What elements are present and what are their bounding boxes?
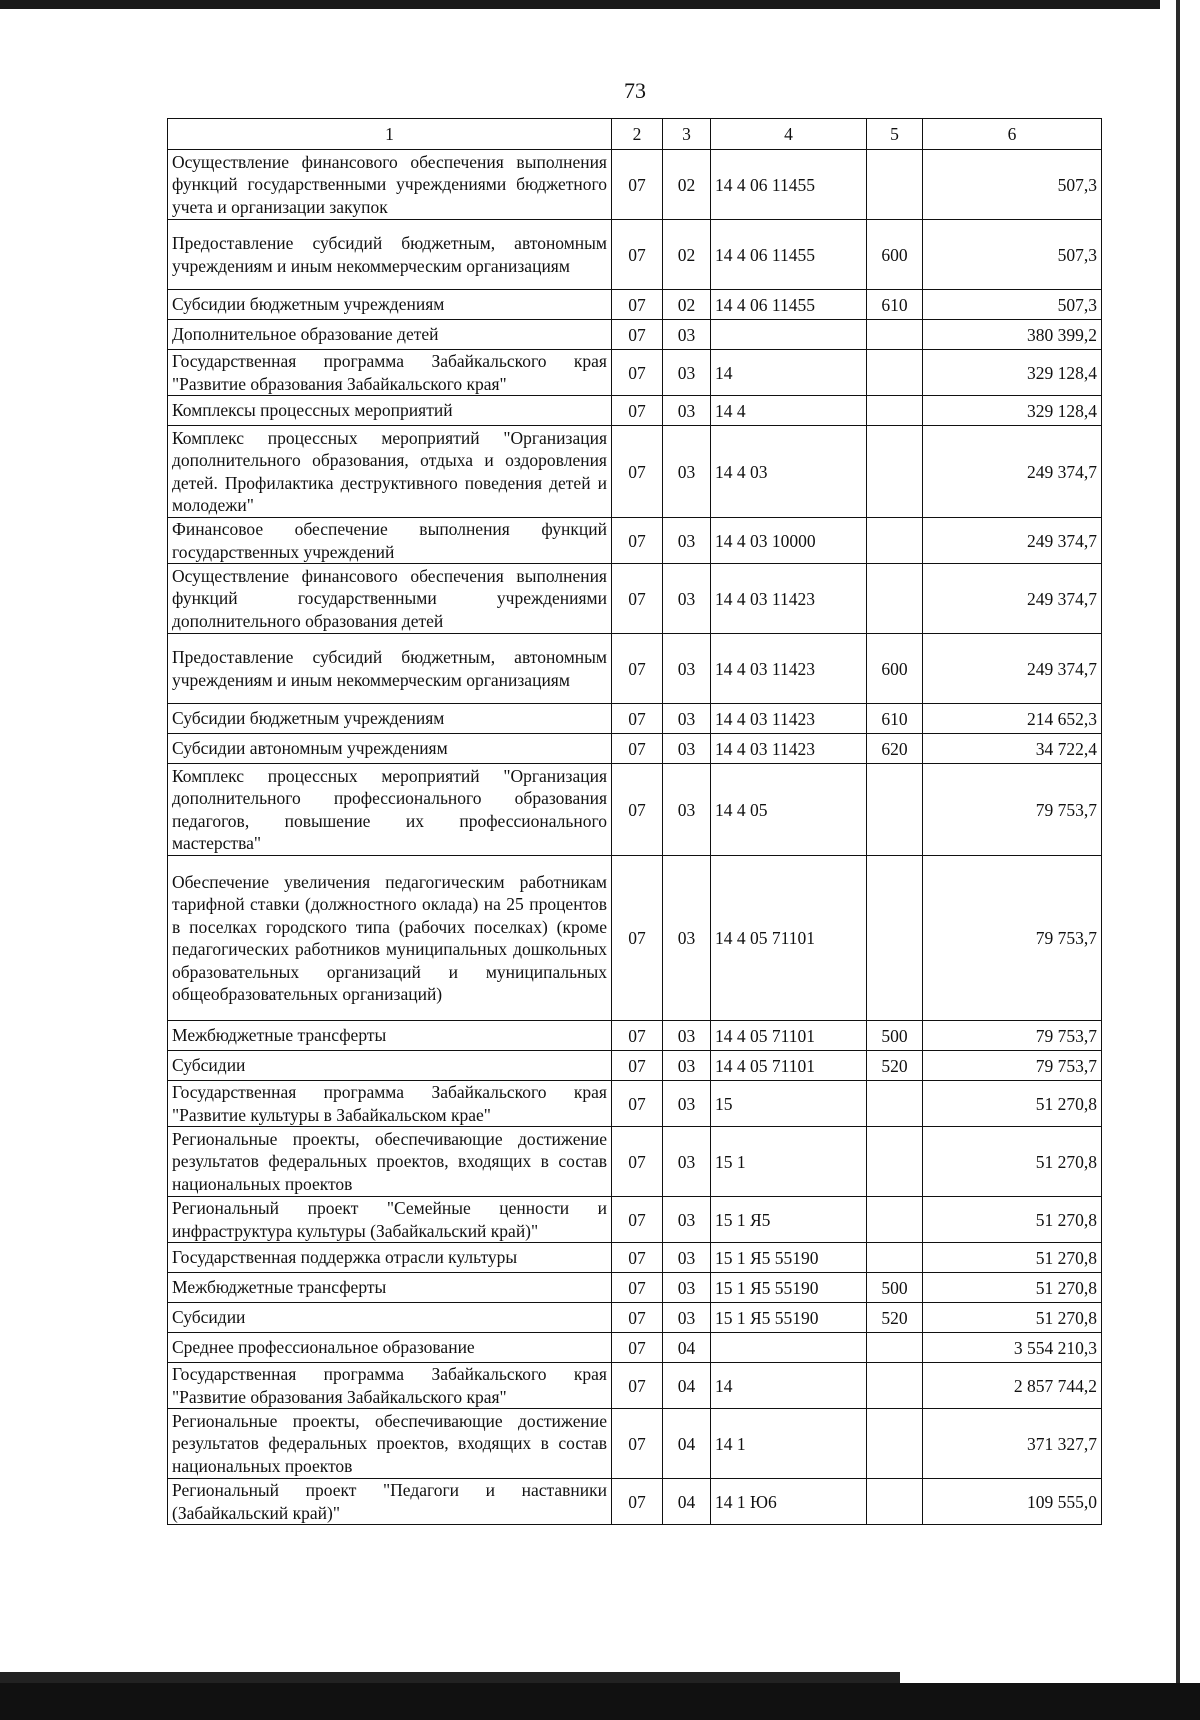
row-amount: 2 857 744,2 xyxy=(923,1363,1102,1409)
table-row xyxy=(168,564,1102,634)
row-section: 07 xyxy=(612,634,663,704)
row-amount: 51 270,8 xyxy=(923,1197,1102,1243)
row-amount: 51 270,8 xyxy=(923,1273,1102,1303)
row-amount: 371 327,7 xyxy=(923,1409,1102,1479)
row-section: 07 xyxy=(612,564,663,634)
budget-table xyxy=(167,118,1102,1525)
table-body xyxy=(168,150,1102,1525)
row-name: Предоставление субсидий бюджетным, автономным учреждениям и иным некоммерческим организациям xyxy=(168,634,612,704)
row-subsection: 03 xyxy=(663,1127,711,1197)
row-amount: 51 270,8 xyxy=(923,1303,1102,1333)
row-name: Предоставление субсидий бюджетным, автономным учреждениям и иным некоммерческим организациям xyxy=(168,220,612,290)
row-section: 07 xyxy=(612,1051,663,1081)
row-name: Субсидии xyxy=(168,1303,612,1333)
column-header: 1 xyxy=(168,119,612,150)
row-target-item: 15 xyxy=(711,1081,867,1127)
row-name: Межбюджетные трансферты xyxy=(168,1021,612,1051)
column-header: 3 xyxy=(663,119,711,150)
row-expense-type xyxy=(867,396,923,426)
row-subsection: 02 xyxy=(663,290,711,320)
table-row xyxy=(168,1333,1102,1363)
row-amount: 329 128,4 xyxy=(923,396,1102,426)
row-expense-type xyxy=(867,1243,923,1273)
row-target-item: 14 4 06 11455 xyxy=(711,220,867,290)
row-section: 07 xyxy=(612,1409,663,1479)
row-amount: 79 753,7 xyxy=(923,856,1102,1021)
row-amount: 249 374,7 xyxy=(923,564,1102,634)
row-subsection: 02 xyxy=(663,150,711,220)
row-section: 07 xyxy=(612,1021,663,1051)
row-subsection: 03 xyxy=(663,704,711,734)
row-expense-type xyxy=(867,150,923,220)
row-subsection: 03 xyxy=(663,1303,711,1333)
row-target-item: 14 4 06 11455 xyxy=(711,150,867,220)
row-name: Субсидии xyxy=(168,1051,612,1081)
row-expense-type: 500 xyxy=(867,1021,923,1051)
row-expense-type: 610 xyxy=(867,290,923,320)
row-amount: 249 374,7 xyxy=(923,518,1102,564)
row-target-item: 14 4 05 71101 xyxy=(711,1051,867,1081)
table-row xyxy=(168,320,1102,350)
row-expense-type xyxy=(867,1409,923,1479)
row-target-item: 14 4 05 xyxy=(711,764,867,856)
row-expense-type xyxy=(867,518,923,564)
row-section: 07 xyxy=(612,764,663,856)
row-name: Субсидии автономным учреждениям xyxy=(168,734,612,764)
row-section: 07 xyxy=(612,320,663,350)
row-subsection: 03 xyxy=(663,1243,711,1273)
row-subsection: 03 xyxy=(663,634,711,704)
table-row xyxy=(168,396,1102,426)
row-amount: 79 753,7 xyxy=(923,764,1102,856)
row-target-item: 15 1 Я5 xyxy=(711,1197,867,1243)
row-subsection: 03 xyxy=(663,1021,711,1051)
row-expense-type xyxy=(867,350,923,396)
row-section: 07 xyxy=(612,1363,663,1409)
row-section: 07 xyxy=(612,220,663,290)
row-name: Государственная программа Забайкальского края "Развитие образования Забайкальского края" xyxy=(168,350,612,396)
row-subsection: 03 xyxy=(663,396,711,426)
row-expense-type xyxy=(867,1127,923,1197)
row-amount: 329 128,4 xyxy=(923,350,1102,396)
row-section: 07 xyxy=(612,704,663,734)
row-subsection: 04 xyxy=(663,1333,711,1363)
table-row xyxy=(168,856,1102,1021)
row-amount: 507,3 xyxy=(923,150,1102,220)
table-row xyxy=(168,704,1102,734)
row-amount: 79 753,7 xyxy=(923,1021,1102,1051)
column-header: 2 xyxy=(612,119,663,150)
table-row xyxy=(168,150,1102,220)
row-subsection: 03 xyxy=(663,518,711,564)
row-expense-type xyxy=(867,426,923,518)
row-amount: 249 374,7 xyxy=(923,426,1102,518)
row-name: Субсидии бюджетным учреждениям xyxy=(168,704,612,734)
row-name: Региональные проекты, обеспечивающие достижение результатов федеральных проектов, входящих в состав национальных проектов xyxy=(168,1409,612,1479)
row-subsection: 03 xyxy=(663,426,711,518)
row-section: 07 xyxy=(612,1127,663,1197)
row-section: 07 xyxy=(612,856,663,1021)
row-subsection: 03 xyxy=(663,1081,711,1127)
row-section: 07 xyxy=(612,518,663,564)
row-name: Государственная поддержка отрасли культуры xyxy=(168,1243,612,1273)
row-target-item xyxy=(711,1333,867,1363)
row-expense-type: 600 xyxy=(867,220,923,290)
row-subsection: 03 xyxy=(663,1197,711,1243)
row-name: Среднее профессиональное образование xyxy=(168,1333,612,1363)
table-row xyxy=(168,1197,1102,1243)
row-expense-type xyxy=(867,1333,923,1363)
row-expense-type xyxy=(867,764,923,856)
row-expense-type xyxy=(867,1081,923,1127)
row-amount: 3 554 210,3 xyxy=(923,1333,1102,1363)
row-section: 07 xyxy=(612,1243,663,1273)
row-section: 07 xyxy=(612,290,663,320)
column-header: 4 xyxy=(711,119,867,150)
column-header: 6 xyxy=(923,119,1102,150)
row-target-item: 14 4 03 10000 xyxy=(711,518,867,564)
row-amount: 79 753,7 xyxy=(923,1051,1102,1081)
row-section: 07 xyxy=(612,150,663,220)
row-name: Региональный проект "Семейные ценности и инфраструктура культуры (Забайкальский край)" xyxy=(168,1197,612,1243)
row-subsection: 03 xyxy=(663,1051,711,1081)
table-row xyxy=(168,764,1102,856)
table-row xyxy=(168,426,1102,518)
row-expense-type: 620 xyxy=(867,734,923,764)
row-amount: 249 374,7 xyxy=(923,634,1102,704)
table-row xyxy=(168,1127,1102,1197)
row-amount: 51 270,8 xyxy=(923,1243,1102,1273)
table-row xyxy=(168,1479,1102,1525)
row-subsection: 03 xyxy=(663,1273,711,1303)
row-name: Комплексы процессных мероприятий xyxy=(168,396,612,426)
row-name: Региональный проект "Педагоги и наставники (Забайкальский край)" xyxy=(168,1479,612,1525)
row-section: 07 xyxy=(612,1333,663,1363)
row-target-item: 14 1 xyxy=(711,1409,867,1479)
column-header: 5 xyxy=(867,119,923,150)
row-amount: 380 399,2 xyxy=(923,320,1102,350)
scan-edge-top xyxy=(0,0,1160,9)
row-expense-type xyxy=(867,1197,923,1243)
row-target-item: 14 xyxy=(711,1363,867,1409)
row-name: Государственная программа Забайкальского края "Развитие культуры в Забайкальском крае" xyxy=(168,1081,612,1127)
row-target-item: 14 4 03 11423 xyxy=(711,734,867,764)
row-expense-type xyxy=(867,856,923,1021)
row-expense-type: 520 xyxy=(867,1303,923,1333)
row-name: Государственная программа Забайкальского края "Развитие образования Забайкальского края" xyxy=(168,1363,612,1409)
row-name: Комплекс процессных мероприятий "Организация дополнительного образования, отдыха и оздоровления детей. Профилактика деструктивного поведения детей и молодежи" xyxy=(168,426,612,518)
row-expense-type: 600 xyxy=(867,634,923,704)
table-row xyxy=(168,1409,1102,1479)
row-target-item: 14 4 06 11455 xyxy=(711,290,867,320)
scan-edge-right xyxy=(1176,0,1180,1720)
row-section: 07 xyxy=(612,1197,663,1243)
table-row xyxy=(168,734,1102,764)
row-amount: 51 270,8 xyxy=(923,1127,1102,1197)
row-name: Осуществление финансового обеспечения выполнения функций государственными учреждениями дополнительного образования детей xyxy=(168,564,612,634)
row-name: Региональные проекты, обеспечивающие достижение результатов федеральных проектов, входящих в состав национальных проектов xyxy=(168,1127,612,1197)
table-row xyxy=(168,518,1102,564)
table-row xyxy=(168,634,1102,704)
row-name: Комплекс процессных мероприятий "Организация дополнительного профессионального образования педагогов, повышение их профессионального мастерства" xyxy=(168,764,612,856)
row-amount: 507,3 xyxy=(923,220,1102,290)
row-amount: 34 722,4 xyxy=(923,734,1102,764)
table-row xyxy=(168,290,1102,320)
row-amount: 51 270,8 xyxy=(923,1081,1102,1127)
row-section: 07 xyxy=(612,426,663,518)
row-subsection: 03 xyxy=(663,564,711,634)
row-target-item: 14 4 03 11423 xyxy=(711,634,867,704)
row-name: Межбюджетные трансферты xyxy=(168,1273,612,1303)
row-name: Финансовое обеспечение выполнения функций государственных учреждений xyxy=(168,518,612,564)
row-name: Обеспечение увеличения педагогическим работникам тарифной ставки (должностного оклада) на 25 процентов в поселках городского типа (рабочих поселках) (кроме педагогических работников муниципальных дошкольных образовательных организаций и муниципальных общеобразовательных организаций) xyxy=(168,856,612,1021)
row-amount: 214 652,3 xyxy=(923,704,1102,734)
header-row xyxy=(168,119,1102,150)
row-target-item: 14 4 xyxy=(711,396,867,426)
row-section: 07 xyxy=(612,1081,663,1127)
row-section: 07 xyxy=(612,1273,663,1303)
table-row xyxy=(168,1303,1102,1333)
row-expense-type xyxy=(867,1479,923,1525)
table-row xyxy=(168,1243,1102,1273)
row-target-item: 15 1 Я5 55190 xyxy=(711,1243,867,1273)
table-row xyxy=(168,1051,1102,1081)
page-number: 73 xyxy=(624,78,646,103)
row-target-item: 15 1 Я5 55190 xyxy=(711,1303,867,1333)
row-expense-type: 610 xyxy=(867,704,923,734)
row-subsection: 03 xyxy=(663,734,711,764)
table-row xyxy=(168,1021,1102,1051)
row-subsection: 03 xyxy=(663,320,711,350)
row-subsection: 04 xyxy=(663,1479,711,1525)
row-name: Дополнительное образование детей xyxy=(168,320,612,350)
row-amount: 109 555,0 xyxy=(923,1479,1102,1525)
row-target-item: 14 4 03 11423 xyxy=(711,704,867,734)
row-target-item: 14 4 03 11423 xyxy=(711,564,867,634)
row-subsection: 04 xyxy=(663,1409,711,1479)
row-subsection: 04 xyxy=(663,1363,711,1409)
row-expense-type: 520 xyxy=(867,1051,923,1081)
table-row xyxy=(168,1273,1102,1303)
row-target-item: 14 1 Ю6 xyxy=(711,1479,867,1525)
row-target-item: 14 xyxy=(711,350,867,396)
row-target-item: 15 1 xyxy=(711,1127,867,1197)
table-row xyxy=(168,350,1102,396)
table-row xyxy=(168,220,1102,290)
row-subsection: 03 xyxy=(663,350,711,396)
row-target-item: 14 4 03 xyxy=(711,426,867,518)
row-subsection: 03 xyxy=(663,856,711,1021)
row-expense-type xyxy=(867,564,923,634)
row-target-item xyxy=(711,320,867,350)
scan-edge-bottom xyxy=(0,1683,1200,1720)
row-target-item: 15 1 Я5 55190 xyxy=(711,1273,867,1303)
row-section: 07 xyxy=(612,734,663,764)
table-row xyxy=(168,1363,1102,1409)
row-expense-type xyxy=(867,1363,923,1409)
row-section: 07 xyxy=(612,1479,663,1525)
row-name: Осуществление финансового обеспечения выполнения функций государственными учреждениями бюджетного учета и организации закупок xyxy=(168,150,612,220)
row-name: Субсидии бюджетным учреждениям xyxy=(168,290,612,320)
row-expense-type xyxy=(867,320,923,350)
table-row xyxy=(168,1081,1102,1127)
row-amount: 507,3 xyxy=(923,290,1102,320)
row-section: 07 xyxy=(612,350,663,396)
row-target-item: 14 4 05 71101 xyxy=(711,856,867,1021)
row-subsection: 03 xyxy=(663,764,711,856)
row-section: 07 xyxy=(612,1303,663,1333)
row-expense-type: 500 xyxy=(867,1273,923,1303)
row-subsection: 02 xyxy=(663,220,711,290)
row-section: 07 xyxy=(612,396,663,426)
row-target-item: 14 4 05 71101 xyxy=(711,1021,867,1051)
